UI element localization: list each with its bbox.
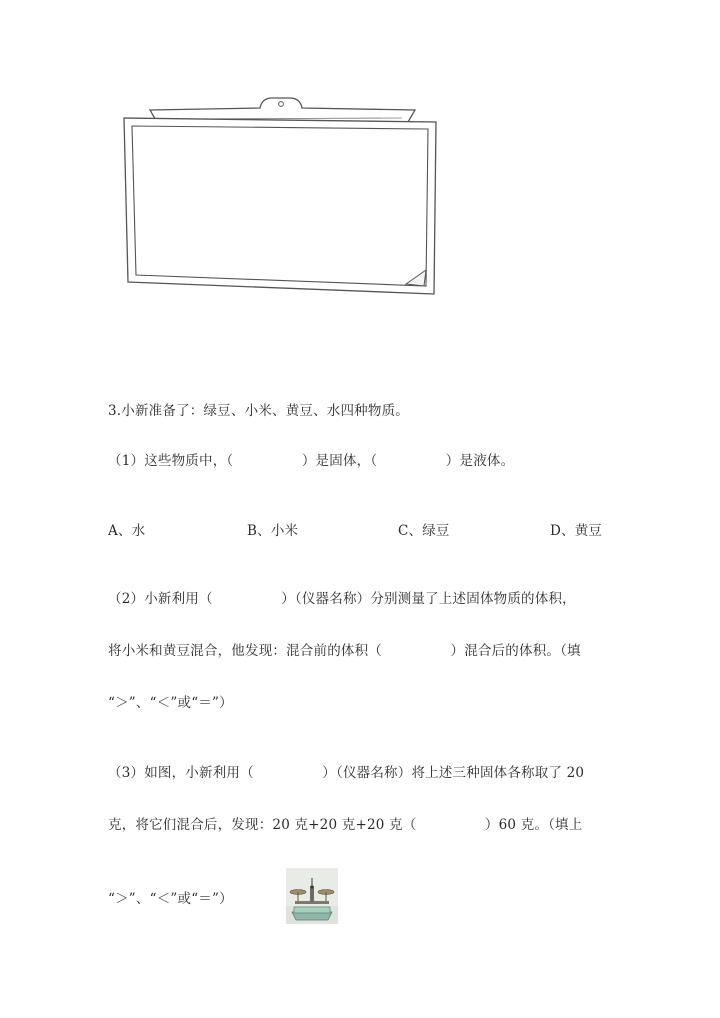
balance-scale-photo: [286, 868, 338, 924]
question-part-2-line-2: 将小米和黄豆混合，他发现：混合前的体积（ ）混合后的体积。（填: [108, 643, 581, 659]
blank-blackboard-drawing: [110, 92, 440, 300]
question-stem: 3.小新准备了：绿豆、小米、黄豆、水四种物质。: [108, 403, 409, 419]
question-part-2-line-1: （2）小新利用（ ）（仪器名称）分别测量了上述固体物质的体积，: [108, 591, 576, 607]
option-a: A、水: [108, 523, 146, 539]
question-part-3-line-1: （3）如图，小新利用（ ）（仪器名称）将上述三种固体各称取了 20: [108, 765, 585, 781]
question-part-1: （1）这些物质中，（ ）是固体，（ ）是液体。: [108, 453, 515, 469]
question-part-3-line-3: “＞”、“＜”或“＝”）: [108, 891, 233, 907]
option-d: D、黄豆: [550, 523, 603, 539]
question-part-3-line-2: 克，将它们混合后，发现：20 克+20 克+20 克（ ）60 克。（填上: [108, 817, 583, 833]
question-part-2-line-3: “＞”、“＜”或“＝”）: [108, 695, 233, 711]
option-b: B、小米: [247, 523, 299, 539]
option-c: C、绿豆: [398, 523, 450, 539]
